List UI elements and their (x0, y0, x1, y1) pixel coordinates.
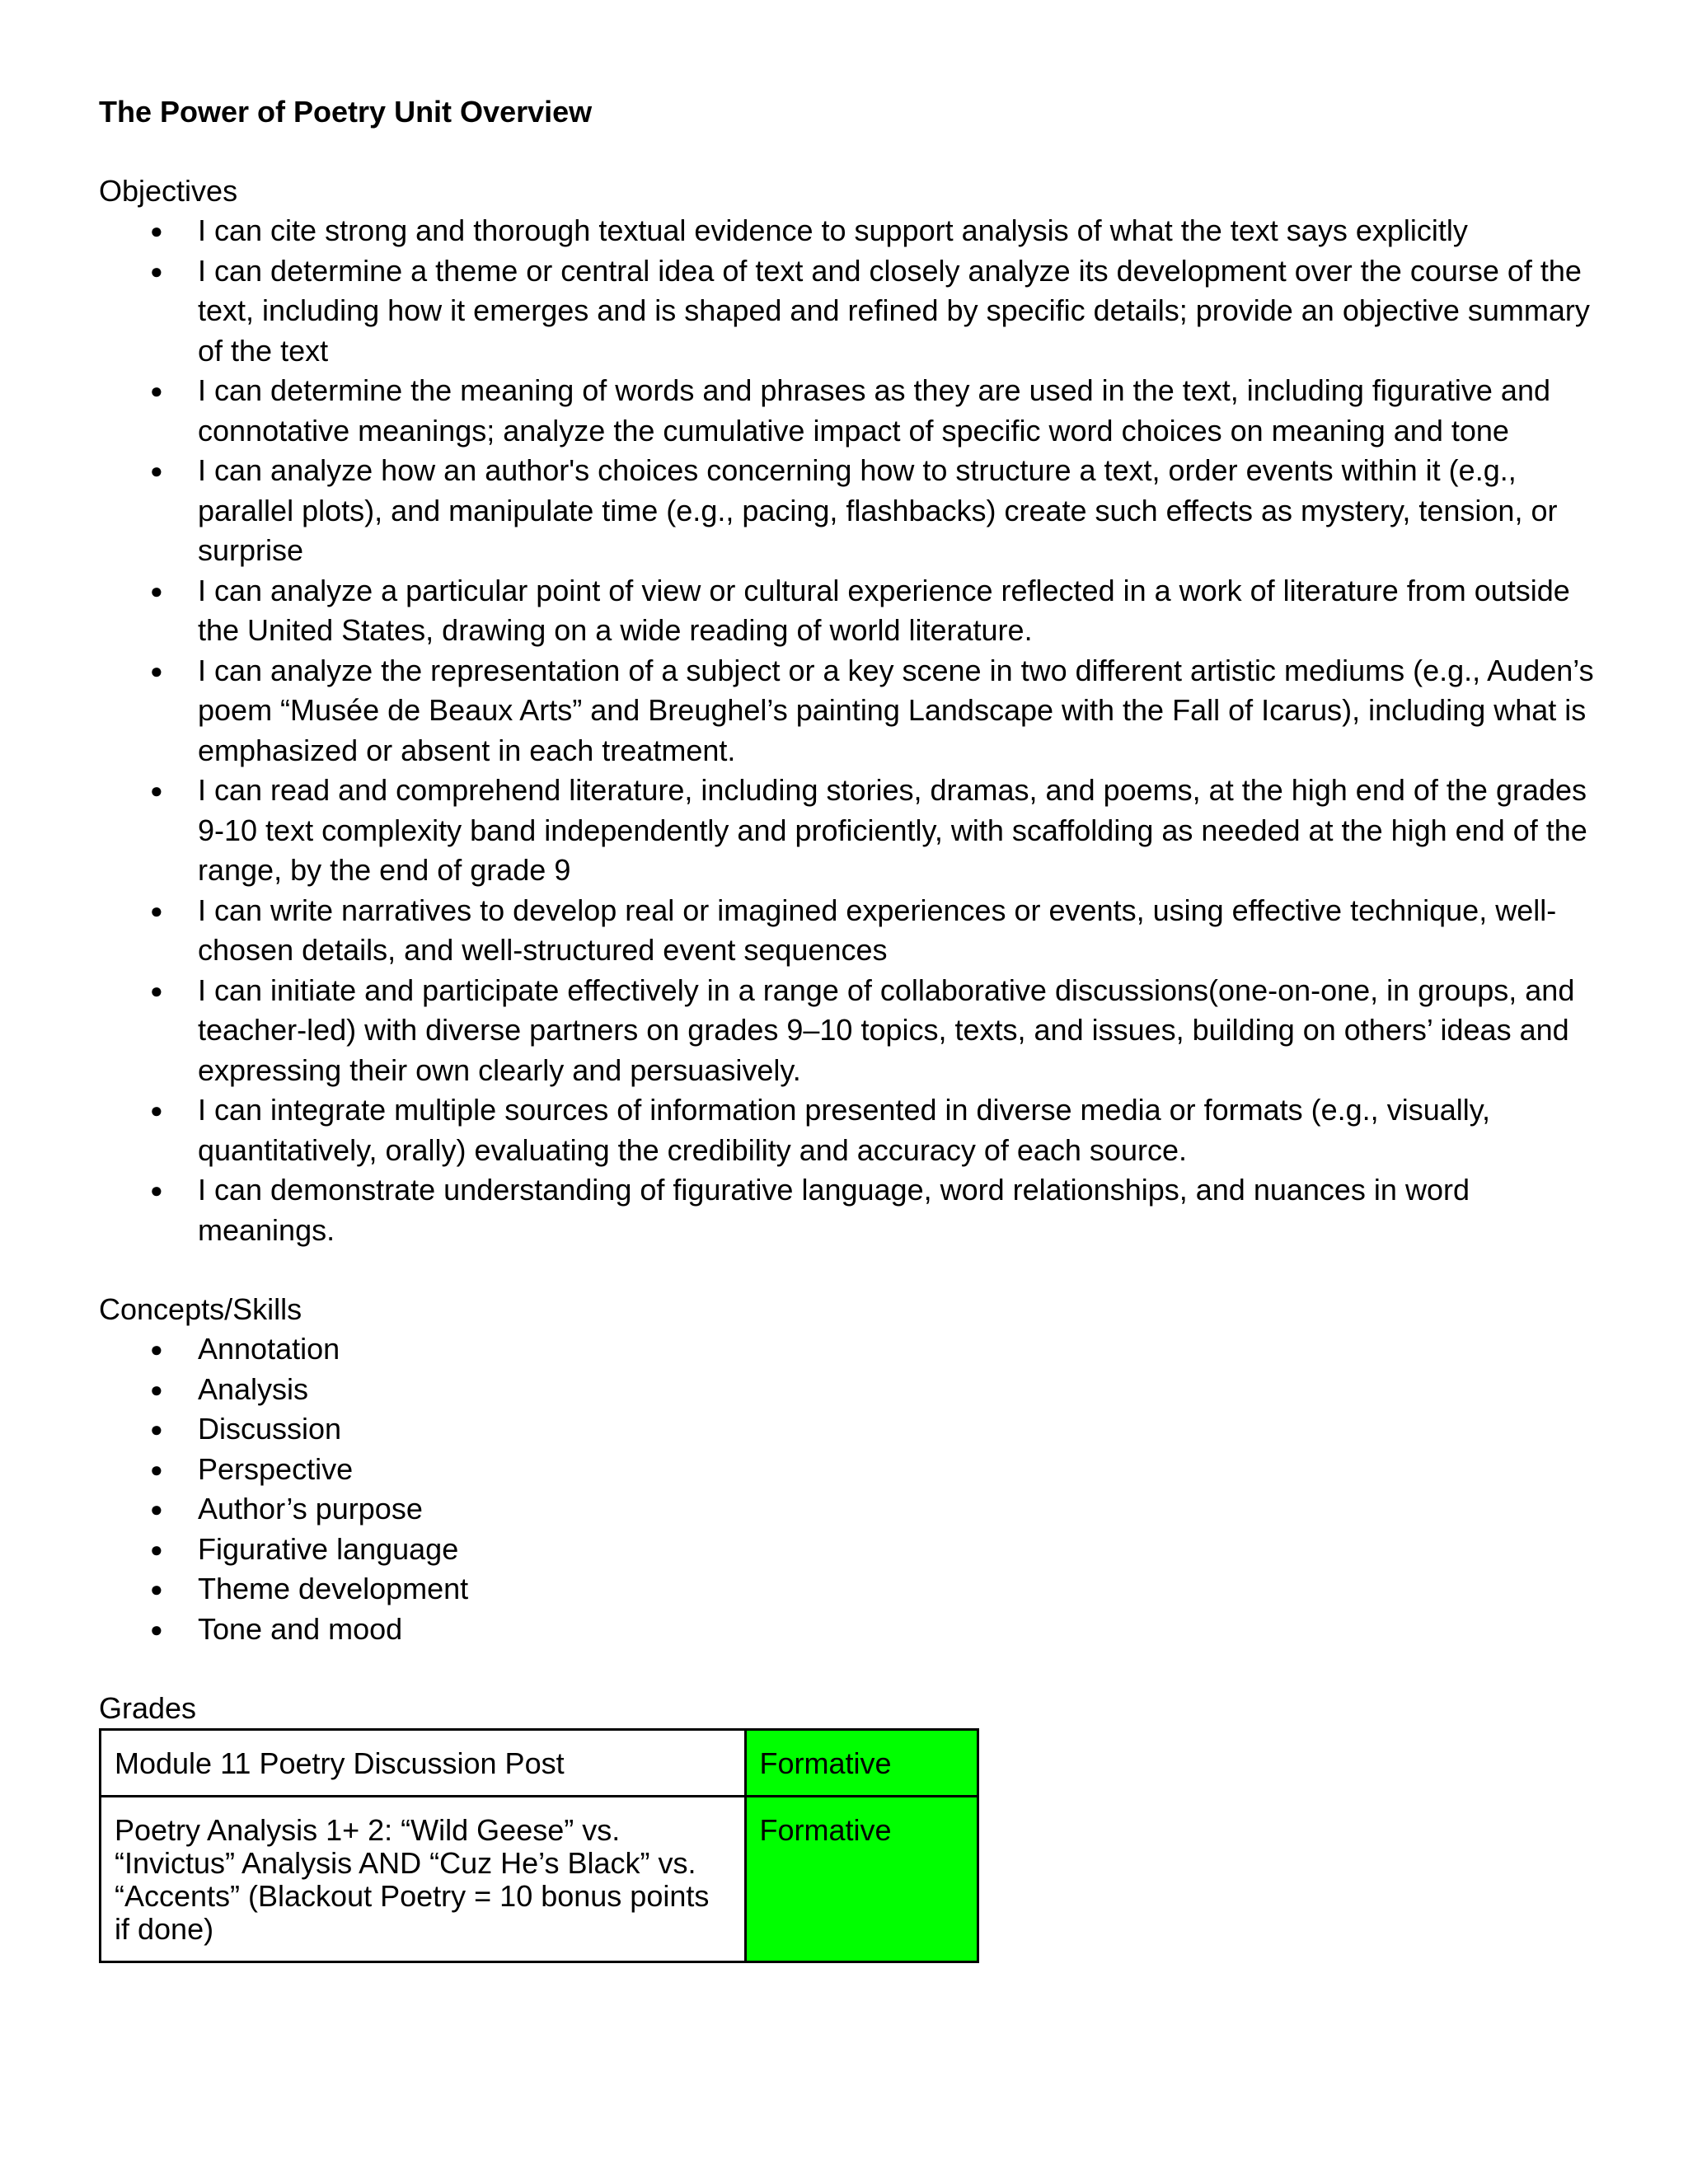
bullet-icon: ● (150, 1417, 163, 1441)
objective-item (99, 771, 1607, 891)
objective-text: I can read and comprehend literature, including stories, dramas, and poems, at the high end of the grades 9-10 text complexity band independently and proficiently, with scaffolding as needed at the high end of the range, by the end of grade 9 (198, 773, 1587, 887)
objective-text: I can integrate multiple sources of information presented in diverse media or formats (e.g., visually, quantitatively, orally) evaluating the credibility and accuracy of each source. (198, 1093, 1491, 1167)
concepts-heading: Concepts/Skills (99, 1292, 302, 1326)
concept-item (99, 1329, 1607, 1370)
bullet-icon: ● (150, 1577, 163, 1601)
objective-text: I can determine a theme or central idea of text and closely analyze its development over the course of the text, including how it emerges and is shaped and refined by specific details; provide an objective summary of the text (198, 253, 1590, 368)
objective-item (99, 371, 1607, 451)
concept-item (99, 1610, 1607, 1650)
objective-item (99, 251, 1607, 372)
grade-type-cell: Formative (745, 1797, 978, 1962)
bullet-icon: ● (150, 1616, 163, 1642)
document-title: The Power of Poetry Unit Overview (99, 95, 593, 129)
objective-text: I can cite strong and thorough textual evidence to support analysis of what the text says explicitly (198, 213, 1468, 247)
objective-item (99, 451, 1607, 571)
concept-item (99, 1569, 1607, 1610)
objective-text: I can initiate and participate effectively in a range of collaborative discussions(one-on-one, in groups, and teacher-led) with diverse partners on grades 9–10 topics, texts, and issues, building on others’ ideas and expressing their own clearly and persuasively. (198, 972, 1575, 1087)
bullet-icon: ● (150, 778, 163, 803)
bullet-icon: ● (150, 1456, 163, 1482)
table-row (101, 1730, 978, 1797)
bullet-icon: ● (150, 218, 163, 243)
concept-item (99, 1409, 1607, 1450)
concept-text: Annotation (198, 1332, 340, 1366)
concepts-list (99, 1329, 1607, 1649)
bullet-icon: ● (150, 898, 163, 923)
concept-text: Perspective (198, 1451, 354, 1486)
concept-text: Analysis (198, 1371, 309, 1406)
bullet-icon: ● (150, 378, 163, 403)
objective-item (99, 891, 1607, 971)
objective-text: I can analyze how an author's choices concerning how to structure a text, order events within it (e.g., parallel plots), and manipulate time (e.g., pacing, flashbacks) create such effects as mystery, tension, or surprise (198, 453, 1558, 567)
objective-item (99, 1170, 1607, 1250)
bullet-icon: ● (150, 1098, 163, 1122)
objective-text: I can demonstrate understanding of figurative language, word relationships, and nuances in word meanings. (198, 1173, 1470, 1247)
spacer (99, 1250, 1607, 1290)
bullet-icon: ● (150, 1376, 163, 1402)
grade-type-cell: Formative (745, 1730, 978, 1797)
concept-text: Discussion (198, 1412, 342, 1446)
concept-item (99, 1370, 1607, 1410)
concept-item (99, 1530, 1607, 1570)
objectives-list (99, 211, 1607, 1250)
spacer (99, 1649, 1607, 1689)
concept-text: Theme development (198, 1572, 469, 1605)
bullet-icon: ● (150, 1337, 163, 1361)
objectives-heading: Objectives (99, 174, 238, 208)
bullet-icon: ● (150, 1497, 163, 1521)
objective-item (99, 211, 1607, 251)
concept-text: Figurative language (198, 1531, 459, 1566)
objective-item (99, 651, 1607, 771)
concept-text: Author’s purpose (198, 1492, 423, 1526)
bullet-icon: ● (150, 258, 163, 284)
bullet-icon: ● (150, 977, 163, 1003)
assignment-cell: Poetry Analysis 1+ 2: “Wild Geese” vs. “Invictus” Analysis AND “Cuz He’s Black” vs. “Accents” (Blackout Poetry = 10 bonus points if done) (101, 1797, 746, 1962)
document-page (99, 92, 1607, 1963)
grades-heading: Grades (99, 1691, 197, 1725)
assignment-cell: Module 11 Poetry Discussion Post (101, 1730, 746, 1797)
objective-item (99, 971, 1607, 1091)
concept-text: Tone and mood (198, 1611, 403, 1646)
bullet-icon: ● (150, 1536, 163, 1562)
bullet-icon: ● (150, 578, 163, 603)
spacer (99, 132, 1607, 171)
concept-item (99, 1489, 1607, 1530)
grades-table (99, 1728, 979, 1963)
bullet-icon: ● (150, 1178, 163, 1202)
objective-text: I can analyze a particular point of view or cultural experience reflected in a work of literature from outside the United States, drawing on a wide reading of world literature. (198, 573, 1570, 647)
concept-item (99, 1450, 1607, 1490)
bullet-icon: ● (150, 658, 163, 683)
objective-text: I can determine the meaning of words and phrases as they are used in the text, including figurative and connotative meanings; analyze the cumulative impact of specific word choices on meaning and tone (198, 373, 1550, 448)
objective-item (99, 1090, 1607, 1170)
bullet-icon: ● (150, 458, 163, 483)
objective-text: I can analyze the representation of a subject or a key scene in two different artistic mediums (e.g., Auden’s poem “Musée de Beaux Arts” and Breughel’s painting Landscape with the Fall of Icarus), including what is emphasized or absent in each treatment. (198, 653, 1594, 767)
objective-item (99, 571, 1607, 651)
table-row (101, 1797, 978, 1962)
objective-text: I can write narratives to develop real or imagined experiences or events, using effective technique, well-chosen details, and well-structured event sequences (198, 893, 1557, 967)
